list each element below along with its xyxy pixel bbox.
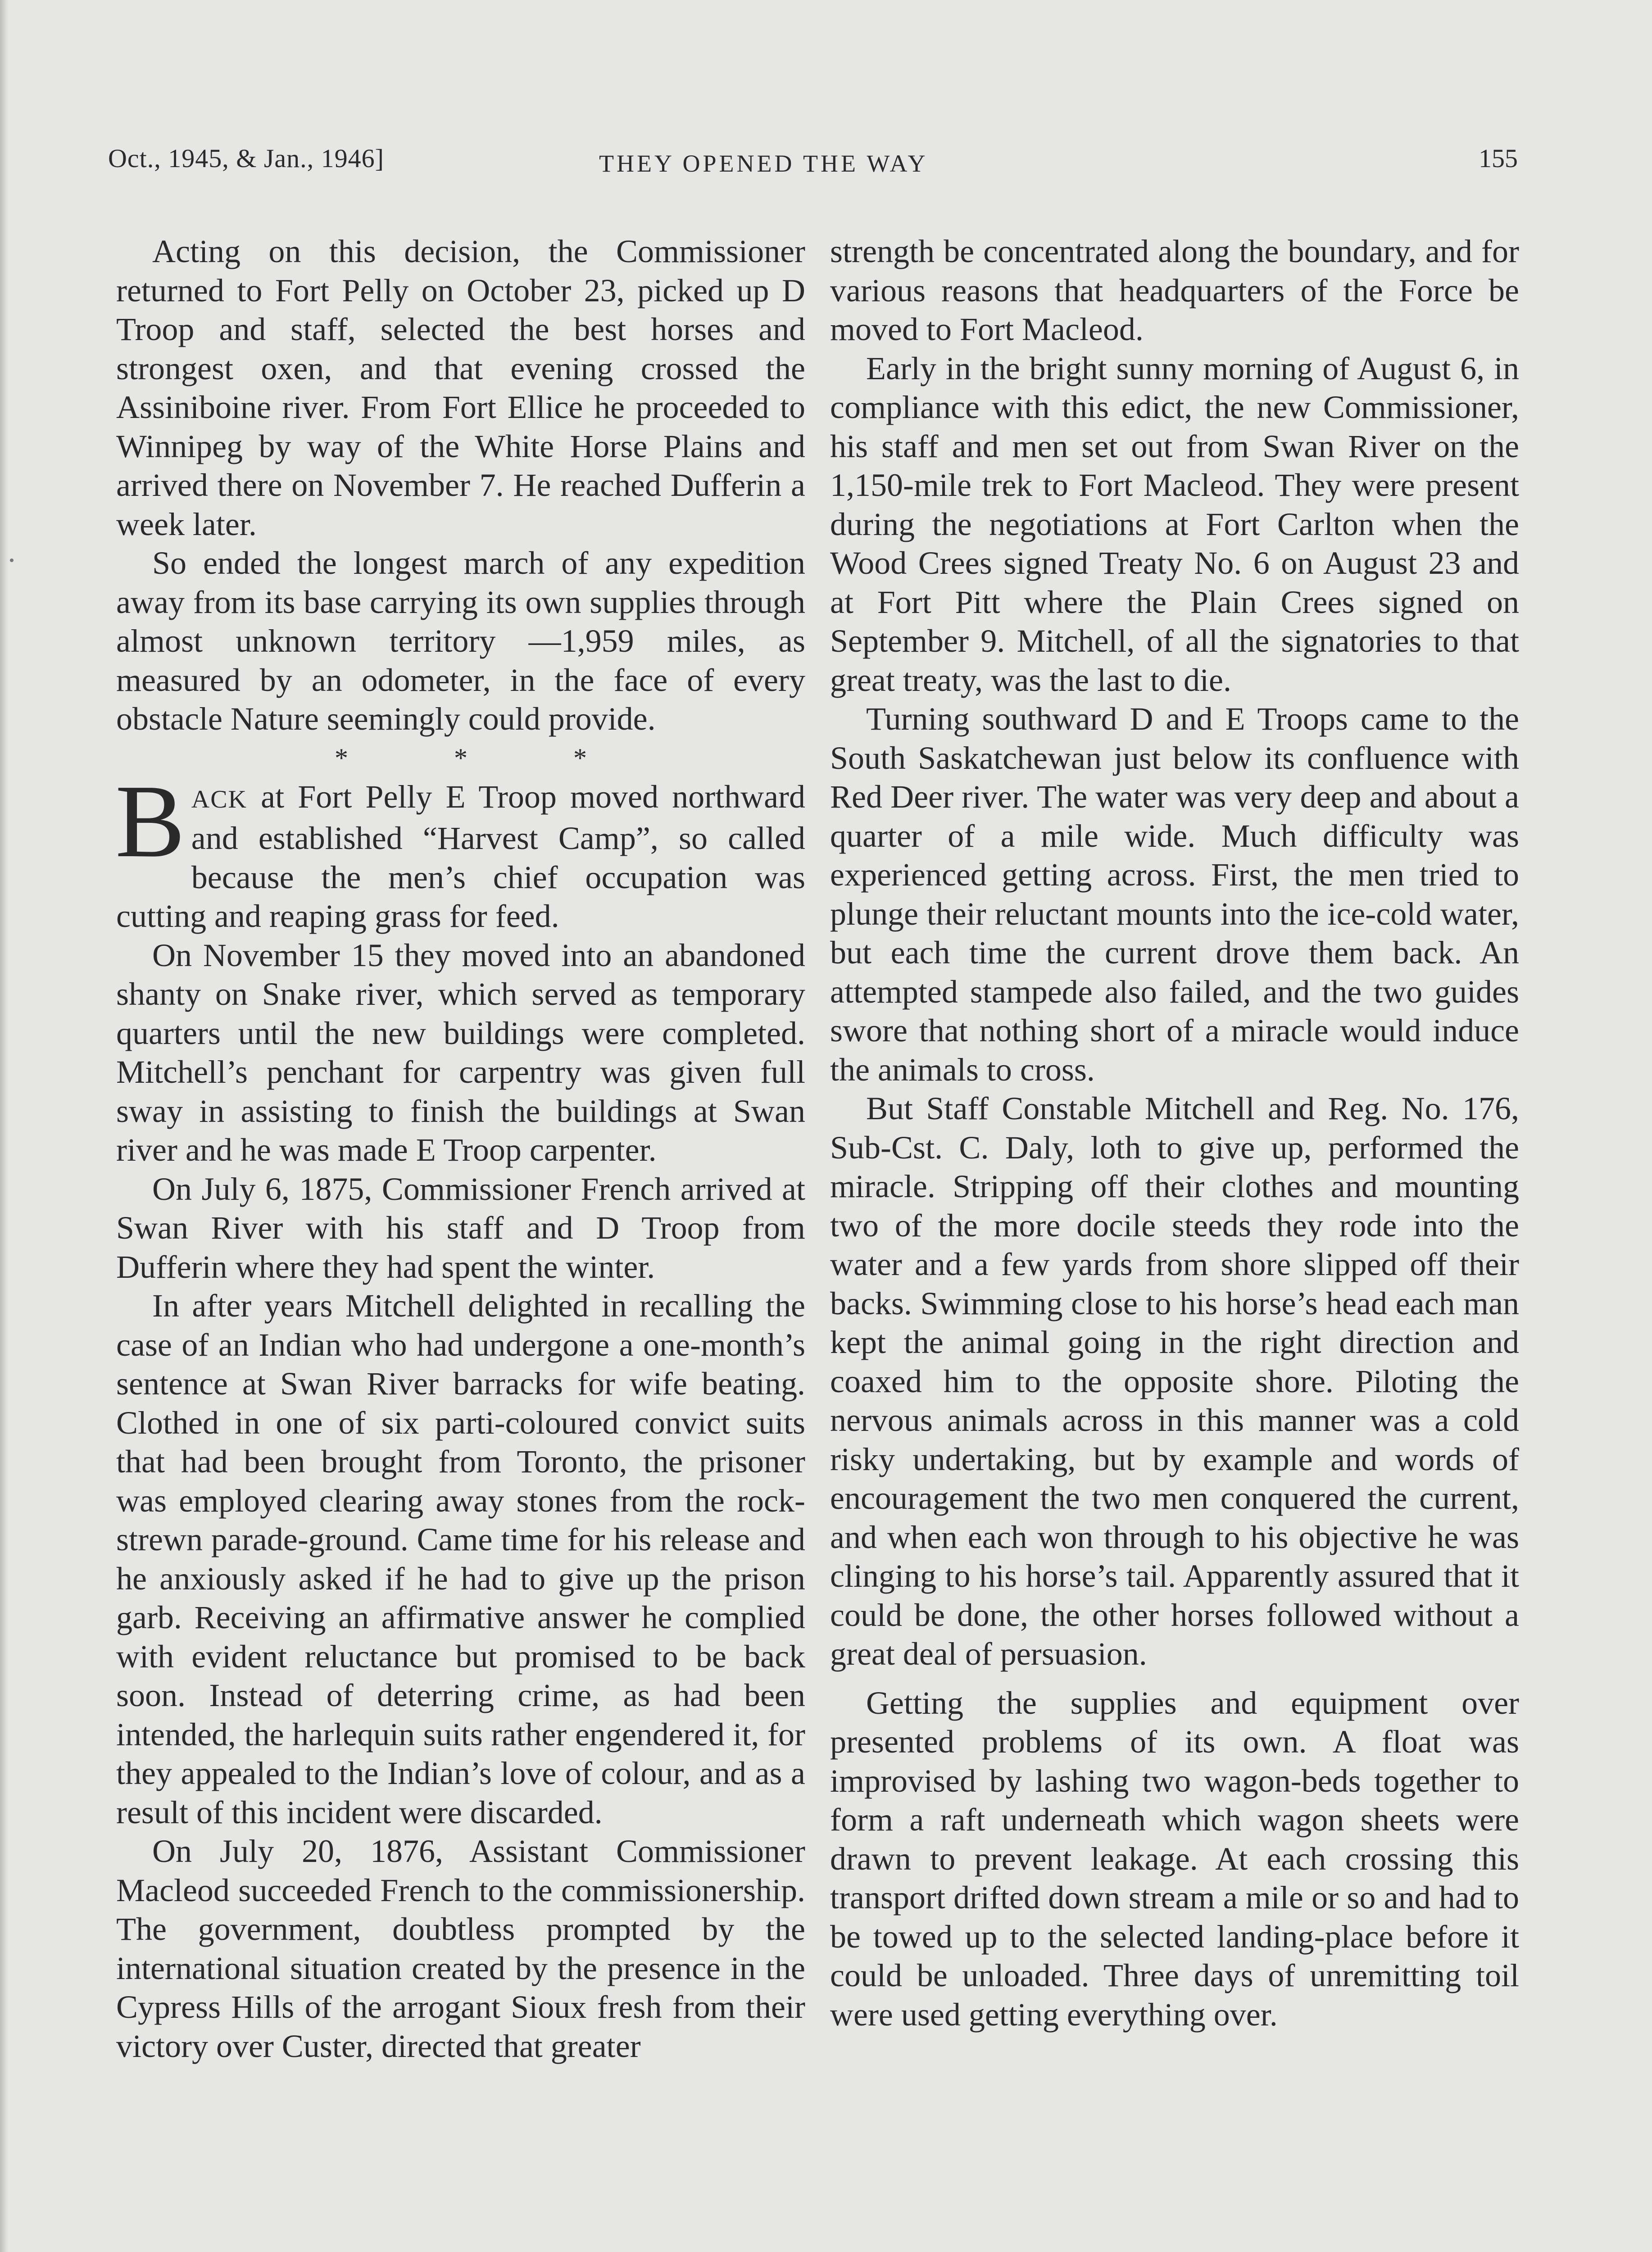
paragraph: Early in the bright sunny morning of August 6, in compliance with this edict, the new Commissioner, his staff and men set out from Swan River on the 1,150-mile trek to Fort Macleod. They were present during the negotiations at Fort Carlton when the Wood Crees signed Treaty No. 6 on August 23 and at Fort Pitt where the Plain Crees signed on September 9. Mitchell, of all the signatories to that great treaty, was the last to die. [830,350,1519,698]
paragraph: So ended the longest march of any expedition away from its base carrying its own supplies through almost unknown territory —1,959 miles, as measured by an odometer, in the face of every obstacle Nature seemingly could provide. [116,545,805,737]
paragraph: On November 15 they moved into an abandoned shanty on Snake river, which served as temporary quarters until the new buildings were completed. Mitchell’s penchant for carpentry was given full sway in assisting to finish the buildings at Swan river and he was made E Troop carpenter. [116,937,805,1168]
page-edge-shadow [0,0,8,2252]
header-date: Oct., 1945, & Jan., 1946] [108,144,384,173]
paragraph: On July 20, 1876, Assistant Commissioner Macleod succeeded French to the commissionership. The government, doubtless prompted by the international situation created by the presence in the Cypress Hills of the arrogant Sioux fresh from their victory over Custer, directed that greater [116,1833,805,2064]
paragraph: Acting on this decision, the Commissioner returned to Fort Pelly on October 23, picked up D Troop and staff, selected the best horses and strongest oxen, and that evening crossed the Assiniboine river. From Fort Ellice he proceeded to Winnipeg by way of the White Horse Plains and arrived there on November 7. He reached Dufferin a week later. [116,233,805,542]
paragraph: Getting the supplies and equipment over presented problems of its own. A float was improvised by lashing two wagon-beds together to form a raft underneath which wagon sheets were drawn to prevent leakage. At each crossing this transport drifted down stream a mile or so and had to be towed up to the selected landing-place before it could be unloaded. Three days of unremitting toil were used getting everything over. [830,1684,1519,2033]
paragraph-dropcap [115,763,805,936]
header-title: THEY OPENED THE WAY [599,150,928,177]
small-caps-lead: ACK [191,785,247,813]
scan-speck [10,558,14,562]
page-number: 155 [1479,144,1518,173]
running-header [108,143,1518,193]
section-break: * * * [335,743,636,773]
paragraph-text: at Fort Pelly E Troop moved northward and established “Harvest Camp”, so called because the men’s chief occupation was cutting and reaping grass for feed. [116,778,805,934]
paragraph: On July 6, 1875, Commissioner French arrived at Swan River with his staff and D Troop from Dufferin where they had spent the winter. [116,1171,805,1285]
paragraph: strength be concentrated along the boundary, and for various reasons that headquarters of the Force be moved to Fort Macleod. [830,233,1519,347]
left-column [116,232,805,2066]
paragraph: Turning southward D and E Troops came to the South Saskatchewan just below its confluence with Red Deer river. The water was very deep and about a quarter of a mile wide. Much difficulty was experienced getting across. First, the men tried to plunge their reluctant mounts into the ice-cold water, but each time the current drove them back. An attempted stampede also failed, and the two guides swore that nothing short of a miracle would induce the animals to cross. [830,701,1519,1088]
drop-cap: B [115,763,185,879]
paragraph: In after years Mitchell delighted in recalling the case of an Indian who had undergone a one-month’s sentence at Swan River barracks for wife beating. Clothed in one of six parti-coloured convict suits that had been brought from Toronto, the prisoner was employed clearing away stones from the rock-strewn parade-ground. Came time for his release and he anxiously asked if he had to give up the prison garb. Receiving an affirmative answer he complied with evident reluctance but promised to be back soon. Instead of deterring crime, as had been intended, the harlequin suits rather engendered it, for they appealed to the Indian’s love of colour, and as a result of this incident were discarded. [116,1288,805,1830]
paragraph: But Staff Constable Mitchell and Reg. No. 176, Sub-Cst. C. Daly, loth to give up, performed the miracle. Stripping off their clothes and mounting two of the more docile steeds they rode into the water and a few yards from shore slipped off their backs. Swimming close to his horse’s head each man kept the animal going in the right direction and coaxed him to the opposite shore. Piloting the nervous animals across in this manner was a cold risky undertaking, but by example and words of encouragement the two men conquered the current, and when each won through to his objective he was clinging to his horse’s tail. Apparently assured that it could be done, the other horses followed without a great deal of persuasion. [830,1090,1519,1672]
right-column [830,232,1519,2034]
